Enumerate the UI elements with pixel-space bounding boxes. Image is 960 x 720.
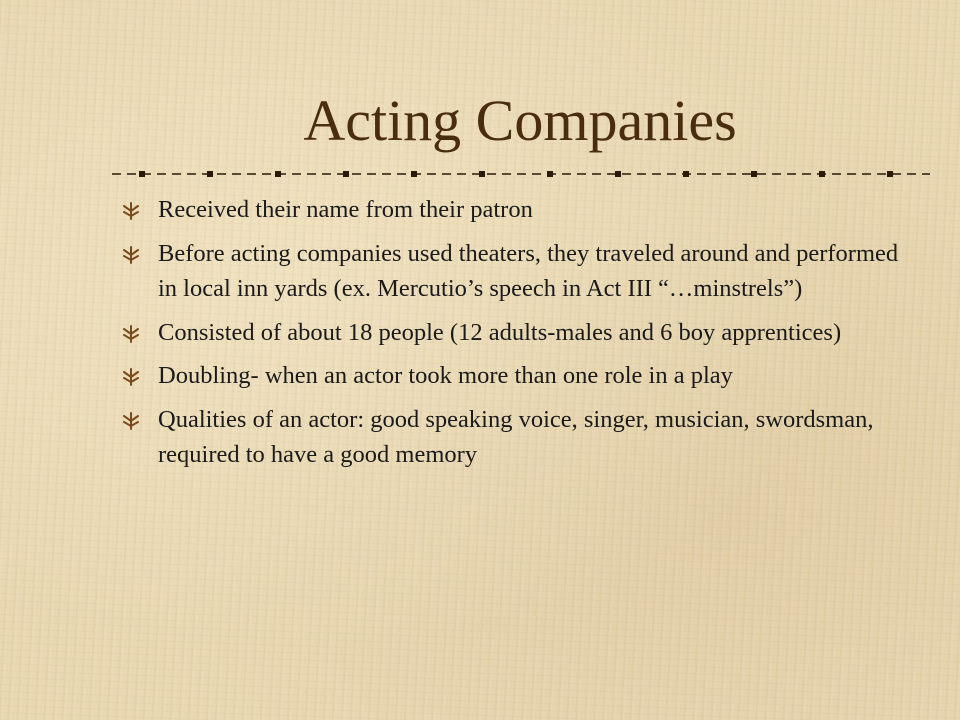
bullet-text: Consisted of about 18 people (12 adults-males and 6 boy apprentices) <box>158 318 842 346</box>
bullet-item <box>120 192 910 228</box>
slide-title: Acting Companies <box>303 88 737 153</box>
bullet-text: Qualities of an actor: good speaking voice, singer, musician, swordsman, required to have a good memory <box>158 405 874 468</box>
bullet-list <box>120 192 910 481</box>
wheat-sheaf-icon <box>120 324 142 344</box>
bullet-text: Before acting companies used theaters, they traveled around and performed in local inn yards (ex. Mercutio’s speech in Act III “…minstrels”) <box>158 239 899 302</box>
bullet-text: Doubling- when an actor took more than one role in a play <box>158 362 733 389</box>
wheat-sheaf-icon <box>120 411 142 431</box>
dashed-divider <box>112 168 930 180</box>
wheat-sheaf-icon <box>120 245 142 265</box>
bullet-text: Received their name from their patron <box>158 196 533 223</box>
bullet-item <box>120 358 910 394</box>
bullet-item <box>120 315 910 351</box>
wheat-sheaf-icon <box>120 201 142 221</box>
wheat-sheaf-icon <box>120 367 142 387</box>
bullet-item <box>120 236 910 307</box>
bullet-item <box>120 402 910 473</box>
